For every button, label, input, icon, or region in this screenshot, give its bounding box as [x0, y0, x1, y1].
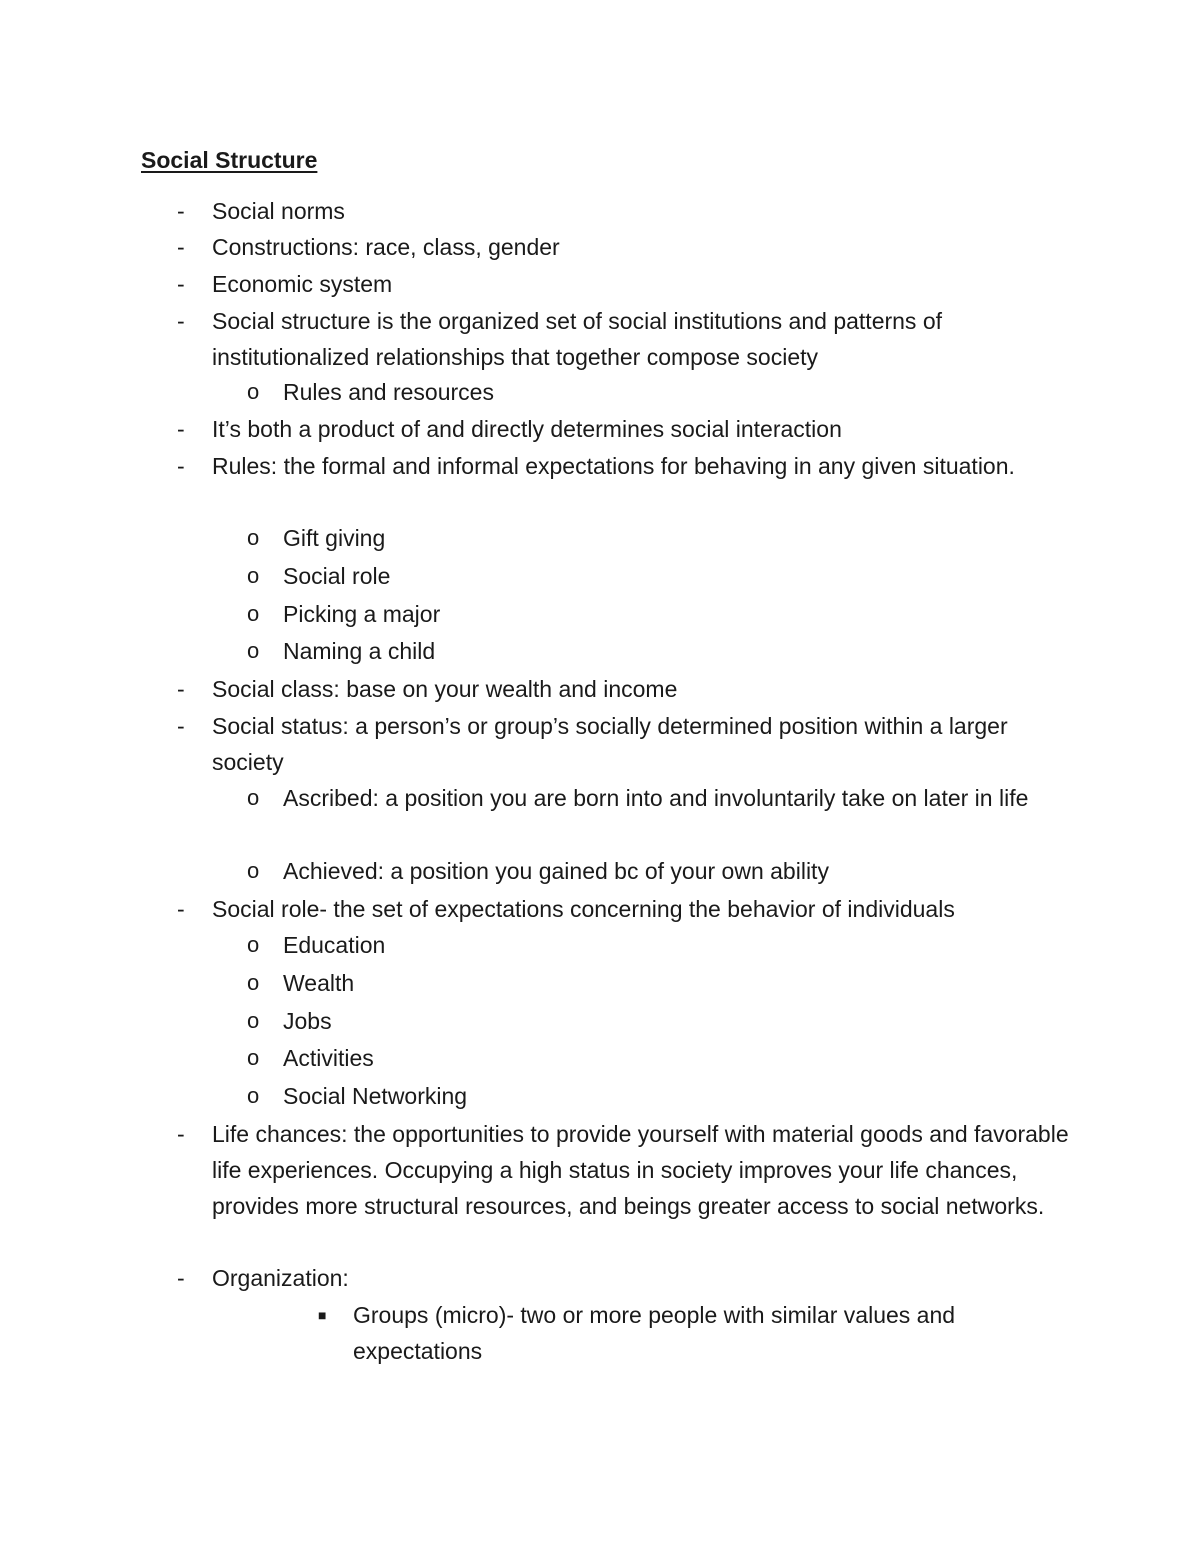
document-title: Social Structure — [141, 147, 318, 173]
list-item-text: Rules and resources — [283, 379, 494, 405]
circle-bullet: o — [247, 785, 260, 810]
list-item-text: Education — [283, 932, 386, 958]
dash-bullet: - — [177, 271, 185, 297]
list-item-text: Social role- the set of expectations concerning the behavior of individuals — [212, 896, 955, 922]
circle-bullet: o — [247, 1008, 260, 1033]
circle-bullet: o — [247, 970, 260, 995]
dash-bullet: - — [177, 453, 185, 479]
dash-bullet: - — [177, 416, 185, 442]
list-item-text: Wealth — [283, 970, 355, 996]
list-item-text: Social role — [283, 563, 391, 589]
list-item-text: Achieved: a position you gained bc of your own ability — [283, 858, 829, 884]
dash-bullet: - — [177, 198, 185, 224]
circle-bullet: o — [247, 1045, 260, 1070]
list-item-text: Groups (micro)- two or more people with similar values and expectations — [353, 1302, 956, 1364]
list-item-text: Picking a major — [283, 601, 441, 627]
list-item-text: Gift giving — [283, 525, 386, 551]
dash-bullet: - — [177, 676, 185, 702]
list-item-text: Life chances: the opportunities to provide yourself with material goods and favorable life experiences. Occupying a high status in society improves your life chances, provides more structural resources, and beings greater access to social networks. — [212, 1121, 1069, 1219]
list-item-text: Social status: a person’s or group’s socially determined position within a larger society — [212, 713, 1008, 775]
dash-bullet: - — [177, 1265, 185, 1291]
list-item-text: Jobs — [283, 1008, 332, 1034]
list-item-text: Organization: — [212, 1265, 349, 1291]
circle-bullet: o — [247, 1083, 260, 1108]
list-item-text: Economic system — [212, 271, 393, 297]
circle-bullet: o — [247, 638, 260, 663]
circle-bullet: o — [247, 858, 260, 883]
list-item-text: Constructions: race, class, gender — [212, 234, 560, 260]
list-item-text: Ascribed: a position you are born into and involuntarily take on later in life — [283, 785, 1029, 811]
circle-bullet: o — [247, 563, 260, 588]
square-bullet: ■ — [318, 1307, 327, 1323]
dash-bullet: - — [177, 1121, 185, 1147]
circle-bullet: o — [247, 601, 260, 626]
list-item-text: Social Networking — [283, 1083, 468, 1109]
list-item-text: Social class: base on your wealth and income — [212, 676, 678, 702]
list-item-text: Rules: the formal and informal expectations for behaving in any given situation. — [212, 453, 1015, 479]
list-item-text: It’s both a product of and directly determines social interaction — [212, 416, 842, 442]
dash-bullet: - — [177, 308, 185, 334]
dash-bullet: - — [177, 896, 185, 922]
circle-bullet: o — [247, 525, 260, 550]
list-item-text: Activities — [283, 1045, 374, 1071]
circle-bullet: o — [247, 932, 260, 957]
list-item-text: Social structure is the organized set of social institutions and patterns of institutionalized relationships that together compose society — [212, 308, 943, 370]
list-item-text: Social norms — [212, 198, 345, 224]
list-item-text: Naming a child — [283, 638, 436, 664]
dash-bullet: - — [177, 713, 185, 739]
circle-bullet: o — [247, 379, 260, 404]
dash-bullet: - — [177, 234, 185, 260]
